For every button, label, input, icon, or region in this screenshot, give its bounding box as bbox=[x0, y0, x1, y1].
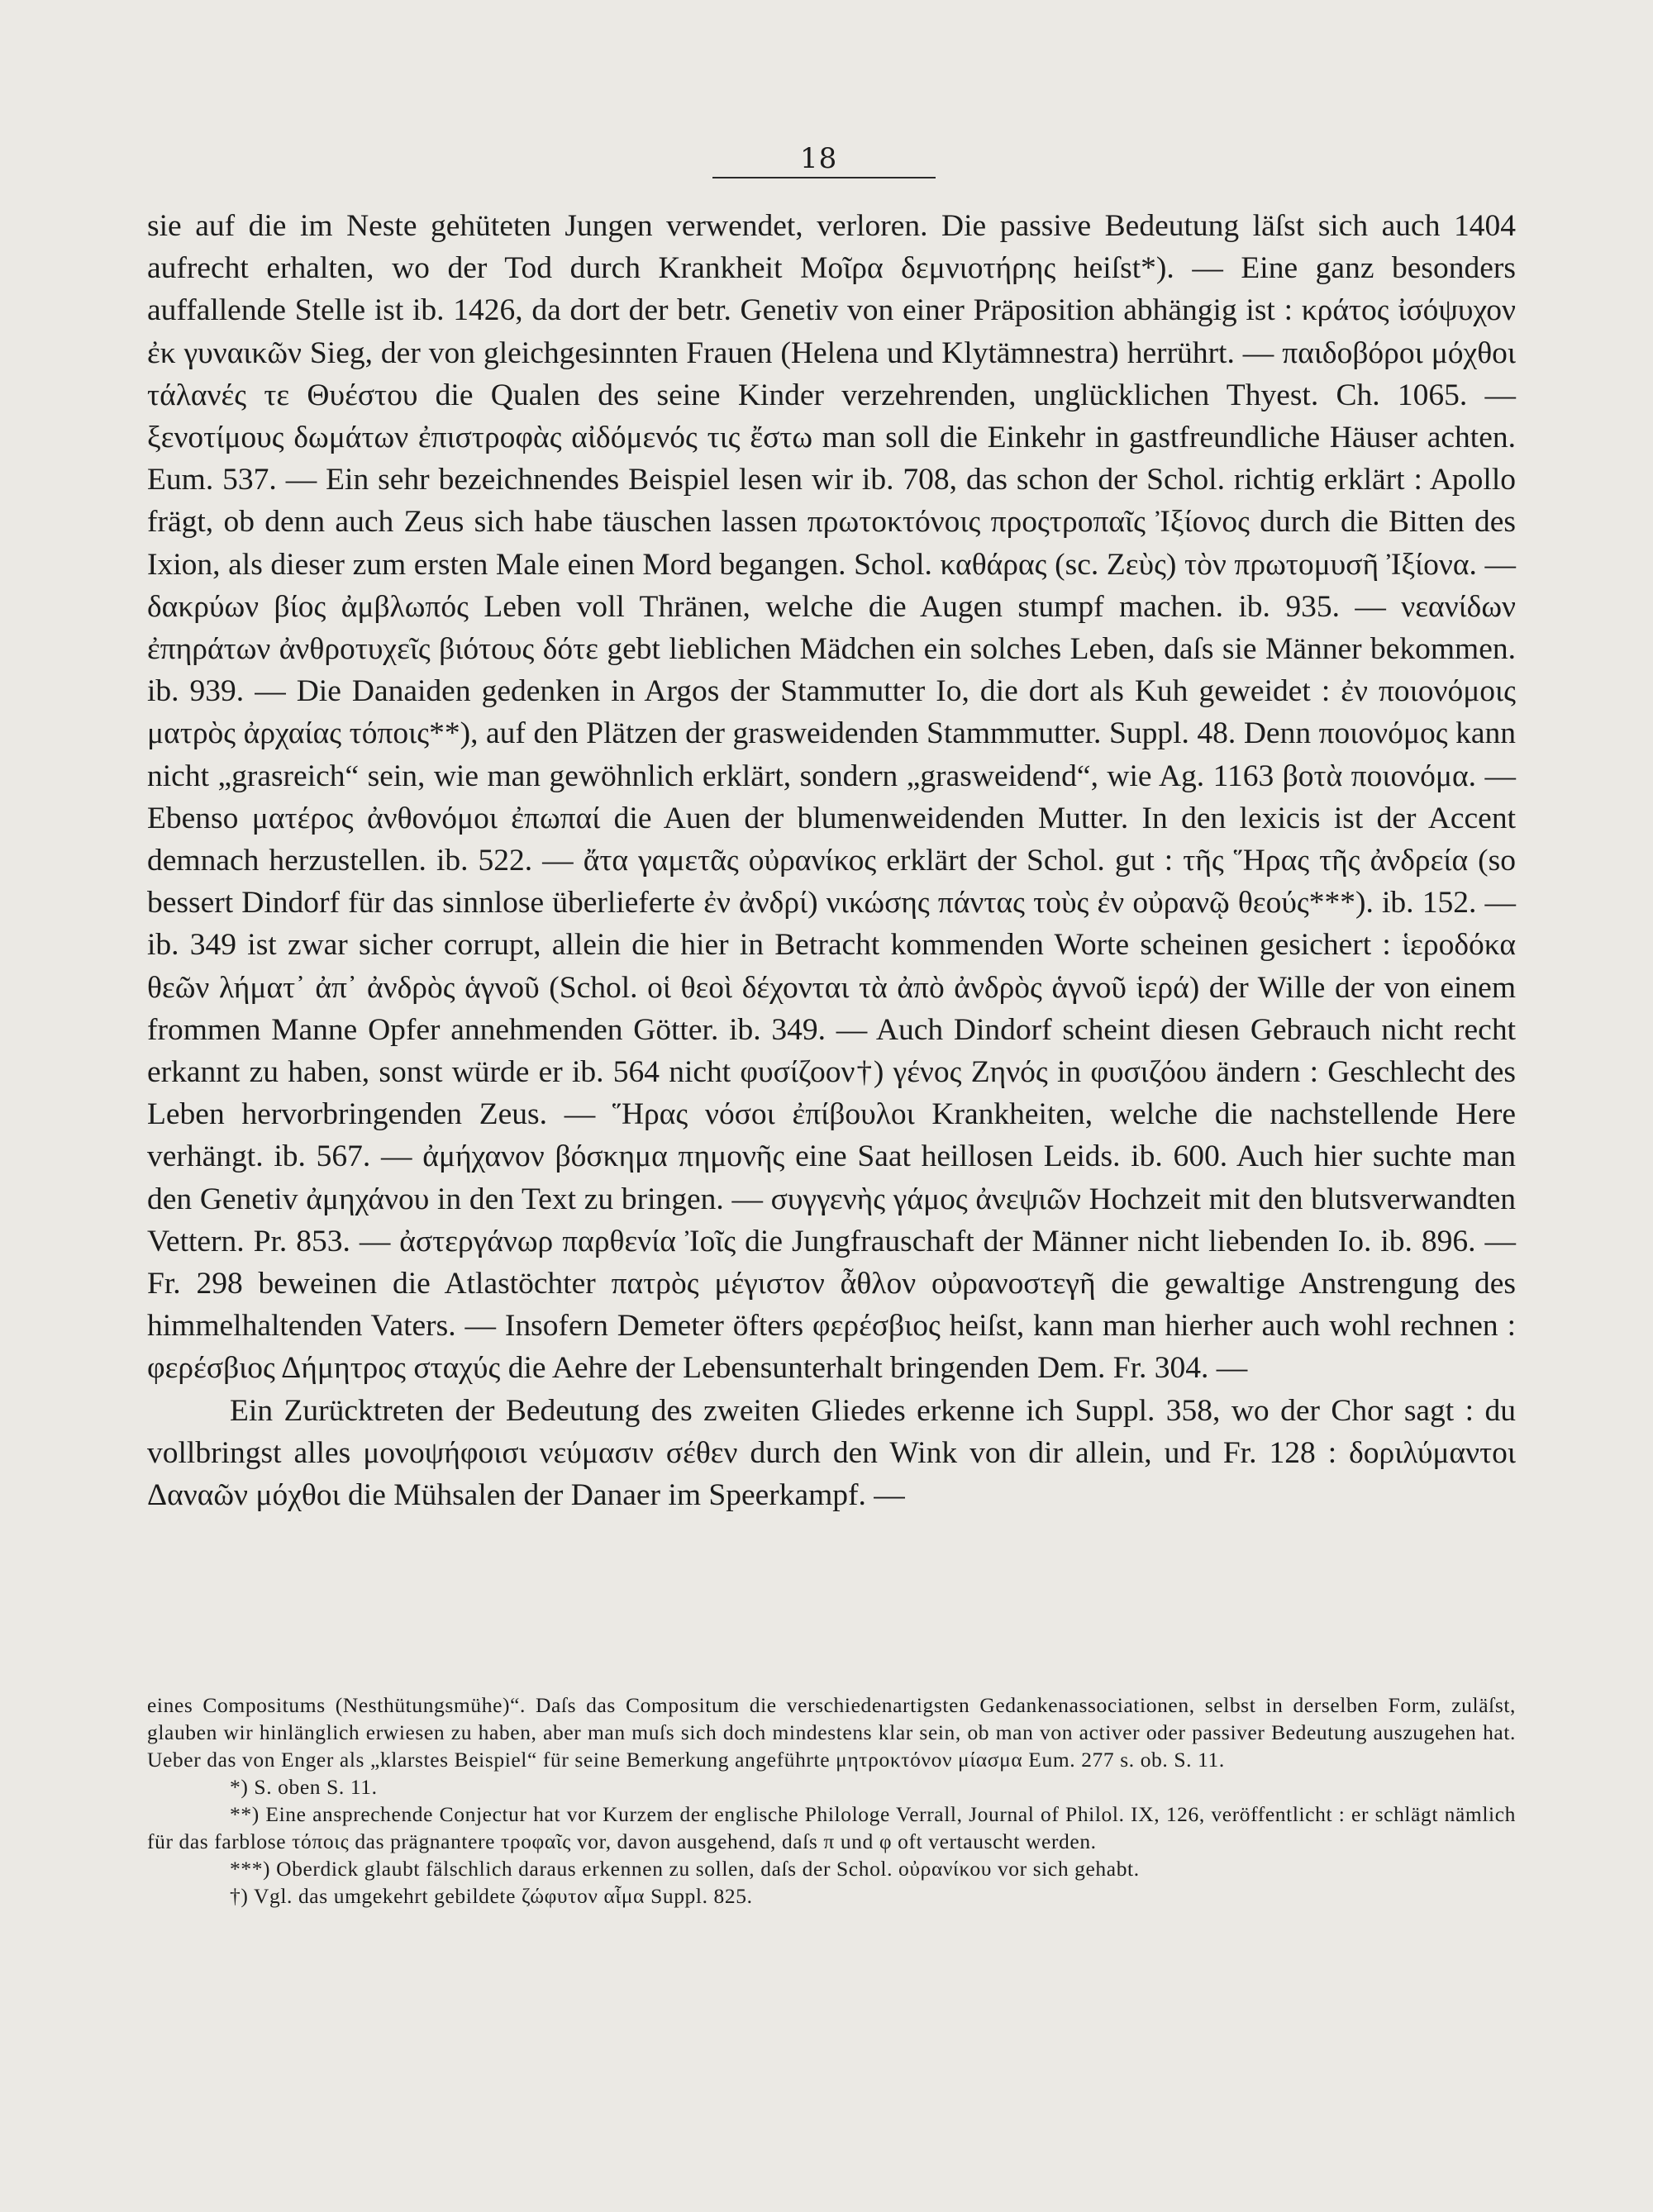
footnotes bbox=[147, 1691, 1516, 1910]
footnote: *) S. oben S. 11. bbox=[230, 1775, 378, 1799]
header-rule bbox=[712, 177, 936, 178]
footnote-continuation: eines Compositums (Nesthütungsmühe)“. Daſs das Compositum die verschiedenartigsten Gedankenassociationen, selbst in derselben Form, zuläſst, glauben wir hinlänglich erwiesen zu haben, aber man muſs sich doch mindestens klar sein, ob man von activer oder passiver Bedeutung auszugehen hat. Ueber das von Enger als „klarstes Beispiel“ für seine Bemerkung angeführte μητροκτόνον μίασμα Eum. 277 s. ob. S. 11. bbox=[147, 1693, 1516, 1772]
footnote: ***) Oberdick glaubt fälschlich daraus erkennen zu sollen, daſs der Schol. οὐρανίκου vor sich gehabt. bbox=[230, 1857, 1140, 1881]
footnote: †) Vgl. das umgekehrt gebildete ζώφυτον αἷμα Suppl. 825. bbox=[230, 1884, 753, 1908]
paragraph: sie auf die im Neste gehüteten Jungen verwendet, verloren. Die passive Bedeutung läſst sich auch 1404 aufrecht erhalten, wo der Tod durch Krankheit Μοῖρα δεμνιοτήρης heiſst*). — Eine ganz besonders auffallende Stelle ist ib. 1426, da dort der betr. Genetiv von einer Präposition abhängig ist : κράτος ἰσόψυχον ἐκ γυναικῶν Sieg, der von gleichgesinnten Frauen (Helena und Klytämnestra) herrührt. — παιδοβόροι μόχθοι τάλανές τε Θυέστου die Qualen des seine Kinder verzehrenden, unglücklichen Thyest. Ch. 1065. — ξενοτίμους δωμάτων ἐπιστροφὰς αἰδόμενός τις ἔστω man soll die Einkehr in gastfreundliche Häuser achten. Eum. 537. — Ein sehr bezeichnendes Beispiel lesen wir ib. 708, das schon der Schol. richtig erklärt : Apollo frägt, ob denn auch Zeus sich habe täuschen lassen πρωτοκτόνοις προςτροπαῖς Ἰξίονος durch die Bitten des Ixion, als dieser zum ersten Male einen Mord begangen. Schol. καθάρας (sc. Ζεὺς) τὸν πρωτομυσῆ Ἰξίονα. — δακρύων βίος ἀμβλωπός Leben voll Thränen, welche die Augen stumpf machen. ib. 935. — νεανίδων ἐπηράτων ἀνθροτυχεῖς βιότους δότε gebt lieblichen Mädchen ein solches Leben, daſs sie Männer bekommen. ib. 939. — Die Danaiden gedenken in Argos der Stammutter Io, die dort als Kuh geweidet : ἐν ποιονόμοις ματρὸς ἀρχαίας τόποις**), auf den Plätzen der grasweidenden Stammmutter. Suppl. 48. Denn ποιονόμος kann nicht „grasreich“ sein, wie man gewöhnlich erklärt, sondern „grasweidend“, wie Ag. 1163 βοτὰ ποιονόμα. — Ebenso ματέρος ἀνθονόμοι ἐπωπαί die Auen der blumenweidenden Mutter. In den lexicis ist der Accent demnach herzustellen. ib. 522. — ἄτα γαμετᾶς οὐρανίκος erklärt der Schol. gut : τῆς Ἥρας τῆς ἀνδρεία (so bessert Dindorf für das sinnlose überlieferte ἐν ἀνδρί) νικώσης πάντας τοὺς ἐν οὐρανῷ θεούς***). ib. 152. — ib. 349 ist zwar sicher corrupt, allein die hier in Betracht kommenden Worte scheinen gesichert : ἱεροδόκα θεῶν λήματ᾽ ἀπ᾽ ἀνδρὸς ἁγνοῦ (Schol. οἱ θεοὶ δέχονται τὰ ἀπὸ ἀνδρὸς ἁγνοῦ ἱερά) der Wille der von einem frommen Manne Opfer annehmenden Götter. ib. 349. — Auch Dindorf scheint diesen Gebrauch nicht recht erkannt zu haben, sonst würde er ib. 564 nicht φυσίζοον†) γένος Ζηνός in φυσιζόου ändern : Geschlecht des Leben hervorbringenden Zeus. — Ἥρας νόσοι ἐπίβουλοι Krankheiten, welche die nachstellende Here verhängt. ib. 567. — ἀμήχανον βόσκημα πημονῆς eine Saat heillosen Leids. ib. 600. Auch hier suchte man den Genetiv ἀμηχάνου in den Text zu bringen. — συγγενὴς γάμος ἀνεψιῶν Hochzeit mit den blutsverwandten Vettern. Pr. 853. — ἀστεργάνωρ παρθενία Ἰοῖς die Jungfrauschaft der Männer nicht liebenden Io. ib. 896. — Fr. 298 beweinen die Atlastöchter πατρὸς μέγιστον ἆθλον οὐρανοστεγῆ die gewaltige Anstrengung des himmelhaltenden Vaters. — Insofern Demeter öfters φερέσβιος heiſst, kann man hierher auch wohl rechnen : φερέσβιος Δήμητρος σταχύς die Aehre der Lebensunterhalt bringenden Dem. Fr. 304. — bbox=[147, 209, 1516, 1386]
page-number: 18 bbox=[800, 142, 838, 175]
paragraph: Ein Zurücktreten der Bedeutung des zweiten Gliedes erkenne ich Suppl. 358, wo der Chor sagt : du vollbringst alles μονοψήφοισι νεύμασιν σέθεν durch den Wink von dir allein, und Fr. 128 : δοριλύμαντοι Δαναῶν μόχθοι die Mühsalen der Danaer im Speerkampf. — bbox=[147, 1393, 1516, 1513]
footnote: **) Eine ansprechende Conjectur hat vor Kurzem der englische Philologe Verrall, Journal of Philol. IX, 126, veröffentlicht : er schlägt nämlich für das farblose τόποις das prägnantere τροφαῖς vor, davon ausgehend, daſs π und φ oft vertauscht werden. bbox=[147, 1802, 1516, 1853]
main-text bbox=[147, 205, 1516, 1516]
